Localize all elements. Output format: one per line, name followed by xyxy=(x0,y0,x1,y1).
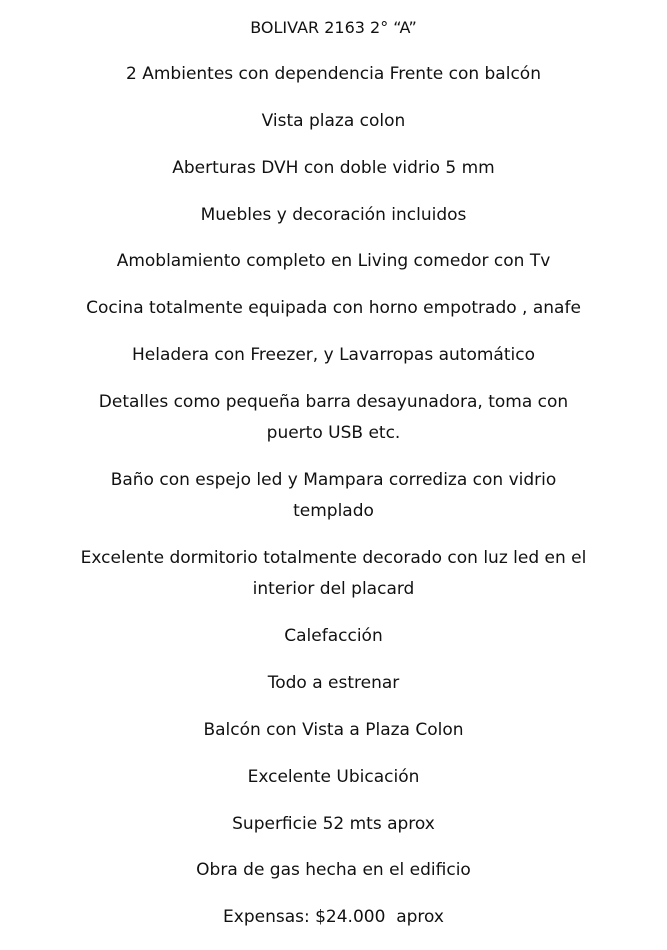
listing-item: Excelente dormitorio totalmente decorado con luz led en el interior del placard xyxy=(80,548,587,599)
listing-item: Amoblamiento completo en Living comedor con Tv xyxy=(116,251,551,271)
listing-item: Heladera con Freezer, y Lavarropas automático xyxy=(131,345,535,365)
listing-item: Expensas: $24.000 aprox xyxy=(223,907,444,927)
listing-item: Cocina totalmente equipada con horno empotrado , anafe xyxy=(86,298,581,318)
listing-item: Balcón con Vista a Plaza Colon xyxy=(203,720,464,740)
listing-item: 2 Ambientes con dependencia Frente con balcón xyxy=(126,64,541,84)
listing-item: Excelente Ubicación xyxy=(247,767,420,787)
listing-title: BOLIVAR 2163 2° “A” xyxy=(250,18,417,37)
listing-item: Calefacción xyxy=(284,626,383,646)
listing-item: Aberturas DVH con doble vidrio 5 mm xyxy=(172,158,495,178)
listing-item: Vista plaza colon xyxy=(261,111,406,131)
listing-item: Muebles y decoración incluidos xyxy=(200,205,467,225)
listing-item: Detalles como pequeña barra desayunadora, toma con puerto USB etc. xyxy=(98,392,569,443)
listing-item: Baño con espejo led y Mampara corrediza con vidrio templado xyxy=(110,470,557,521)
listing-item: Obra de gas hecha en el edificio xyxy=(196,860,471,880)
listing-item: Superficie 52 mts aprox xyxy=(232,814,435,834)
listing-item: Todo a estrenar xyxy=(267,673,400,693)
